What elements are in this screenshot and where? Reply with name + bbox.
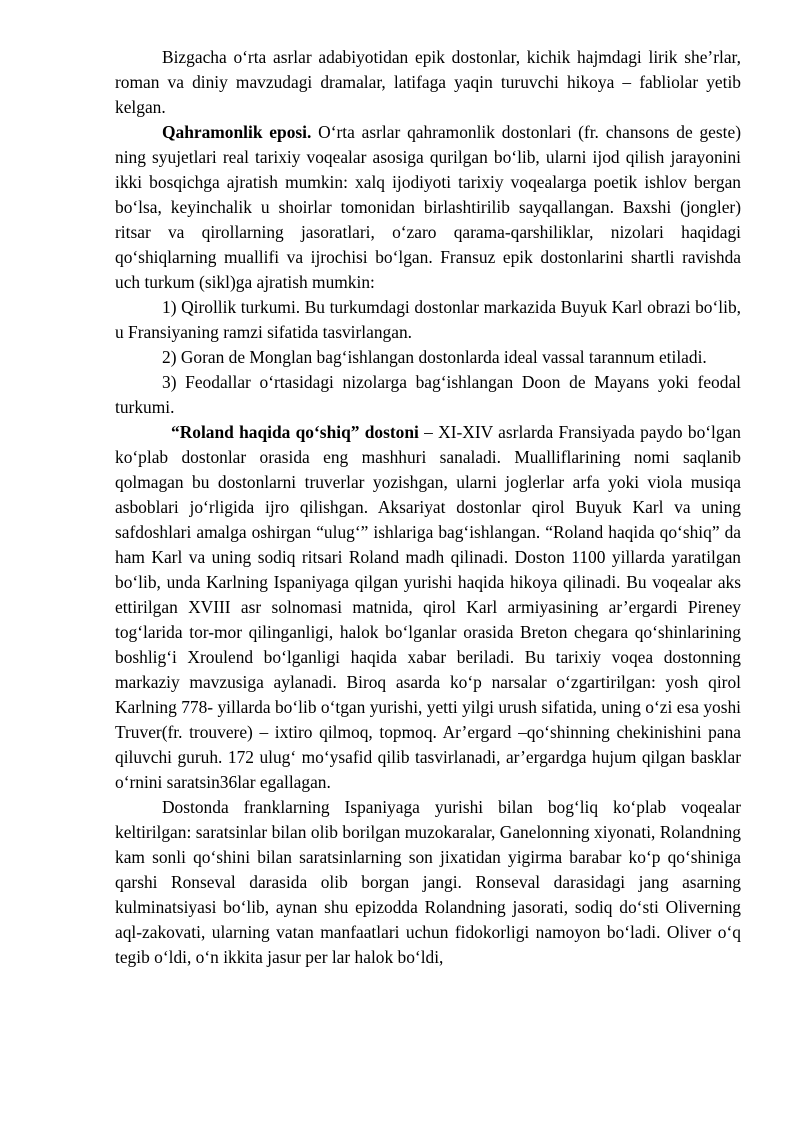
- paragraph-cycle-1: 1) Qirollik turkumi. Bu turkumdagi dostonlar markazida Buyuk Karl obrazi bo‘lib, u Fransiyaning ramzi sifatida tasvirlangan.: [115, 297, 741, 342]
- paragraph-cycle-2: 2) Goran de Monglan bag‘ishlangan dostonlarda ideal vassal tarannum etiladi.: [162, 347, 707, 367]
- heading-song-of-roland: “Roland haqida qo‘shiq” dostoni: [171, 422, 419, 442]
- document-page: [115, 45, 741, 970]
- paragraph-song-of-roland: [115, 420, 741, 795]
- paragraph-intro: Bizgacha o‘rta asrlar adabiyotidan epik dostonlar, kichik hajmdagi lirik she’rlar, roman va diniy mavzudagi dramalar, latifaga yaqin turuvchi hikoya – fabliolar yetib kelgan.: [115, 47, 741, 117]
- paragraph-campaign-events: Dostonda franklarning Ispaniyaga yurishi bilan bog‘liq ko‘plab voqealar keltirilgan: saratsinlar bilan olib borilgan muzokaralar, Ganelonning xiyonati, Rolandning kam sonli qo‘shini bilan saratsinlarning son jixatidan yigirma barabar ko‘p qo‘shiniga qarshi Ronseval darasida olib borgan jangi. Ronseval darasidagi jang asarning kulminatsiyasi bo‘lib, aynan shu epizodda Rolandning jasorati, sodiq do‘sti Oliverning aql-zakovati, ularning vatan manfaatlari uchun fidokorligi namoyon bo‘ladi. Oliver o‘q tegib o‘ldi, o‘n ikkita jasur per lar halok bo‘ldi,: [115, 797, 741, 967]
- heading-heroic-epic: Qahramonlik eposi.: [162, 122, 312, 142]
- paragraph-heroic-epic-text: O‘rta asrlar qahramonlik dostonlari (fr. chansons de geste) ning syujetlari real tarixiy voqealar asosiga qurilgan bo‘lib, ularni ijod qilish jarayonini ikki bosqichga ajratish mumkin: xalq ijodiyoti tarixiy voqealarga poetik ishlov bergan bo‘lsa, keyinchalik u shoirlar tomonidan birlashtirilib sayqallangan. Baxshi (jongler) ritsar va qirollarning jasoratlari, o‘zaro qarama-qarshiliklar, nizolari haqidagi qo‘shiqlarning muallifi va ijrochisi bo‘lgan. Fransuz epik dostonlarini shartli ravishda uch turkum (sikl)ga ajratish mumkin:: [115, 122, 741, 292]
- paragraph-song-of-roland-text: – XI-XIV asrlarda Fransiyada paydo bo‘lgan ko‘plab dostonlar orasida eng mashhuri sanaladi. Mualliflarining nomi saqlanib qolmagan bu dostonlarni truverlar yozishgan, ularni joglerlar arfa yoki viola musiqa asboblari jo‘rligida ijro qilishgan. Aksariyat dostonlar qirol Buyuk Karl va uning safdoshlari amalga oshirgan “ulug‘” ishlariga bag‘ishlangan. “Roland haqida qo‘shiq” da ham Karl va uning sodiq ritsari Roland madh qilinadi. Doston 1100 yillarda yaratilgan bo‘lib, unda Karlning Ispaniyaga qilgan yurishi haqida hikoya qilinadi. Bu voqealar aks ettirilgan XVIII asr solnomasi matnida, qirol Karl armiyasining ar’ergardi Pireney tog‘larida tor-mor qilinganligi, halok bo‘lganlar orasida Breton chegara qo‘shinlarining boshlig‘i Xroulend bo‘lganligi haqida xabar beriladi. Bu tarixiy voqea dostonning markaziy mavzusiga aylanadi. Biroq asarda ko‘p narsalar o‘zgartirilgan: yosh qirol Karlning 778- yillarda bo‘lib o‘tgan yurishi, yetti yilgi urush sifatida, uning o‘zi esa yoshi Truver(fr. trouvere) – ixtiro qilmoq, topmoq. Ar’ergard –qo‘shinning chekinishini pana qiluvchi guruh. 172 ulug‘ mo‘ysafid qilib tasvirlanadi, ar’ergardga hujum qilgan basklar o‘rnini saratsin36lar egallagan.: [115, 422, 741, 792]
- paragraph-heroic-epic: [115, 120, 741, 295]
- paragraph-cycle-3: 3) Feodallar o‘rtasidagi nizolarga bag‘ishlangan Doon de Mayans yoki feodal turkumi.: [115, 372, 741, 417]
